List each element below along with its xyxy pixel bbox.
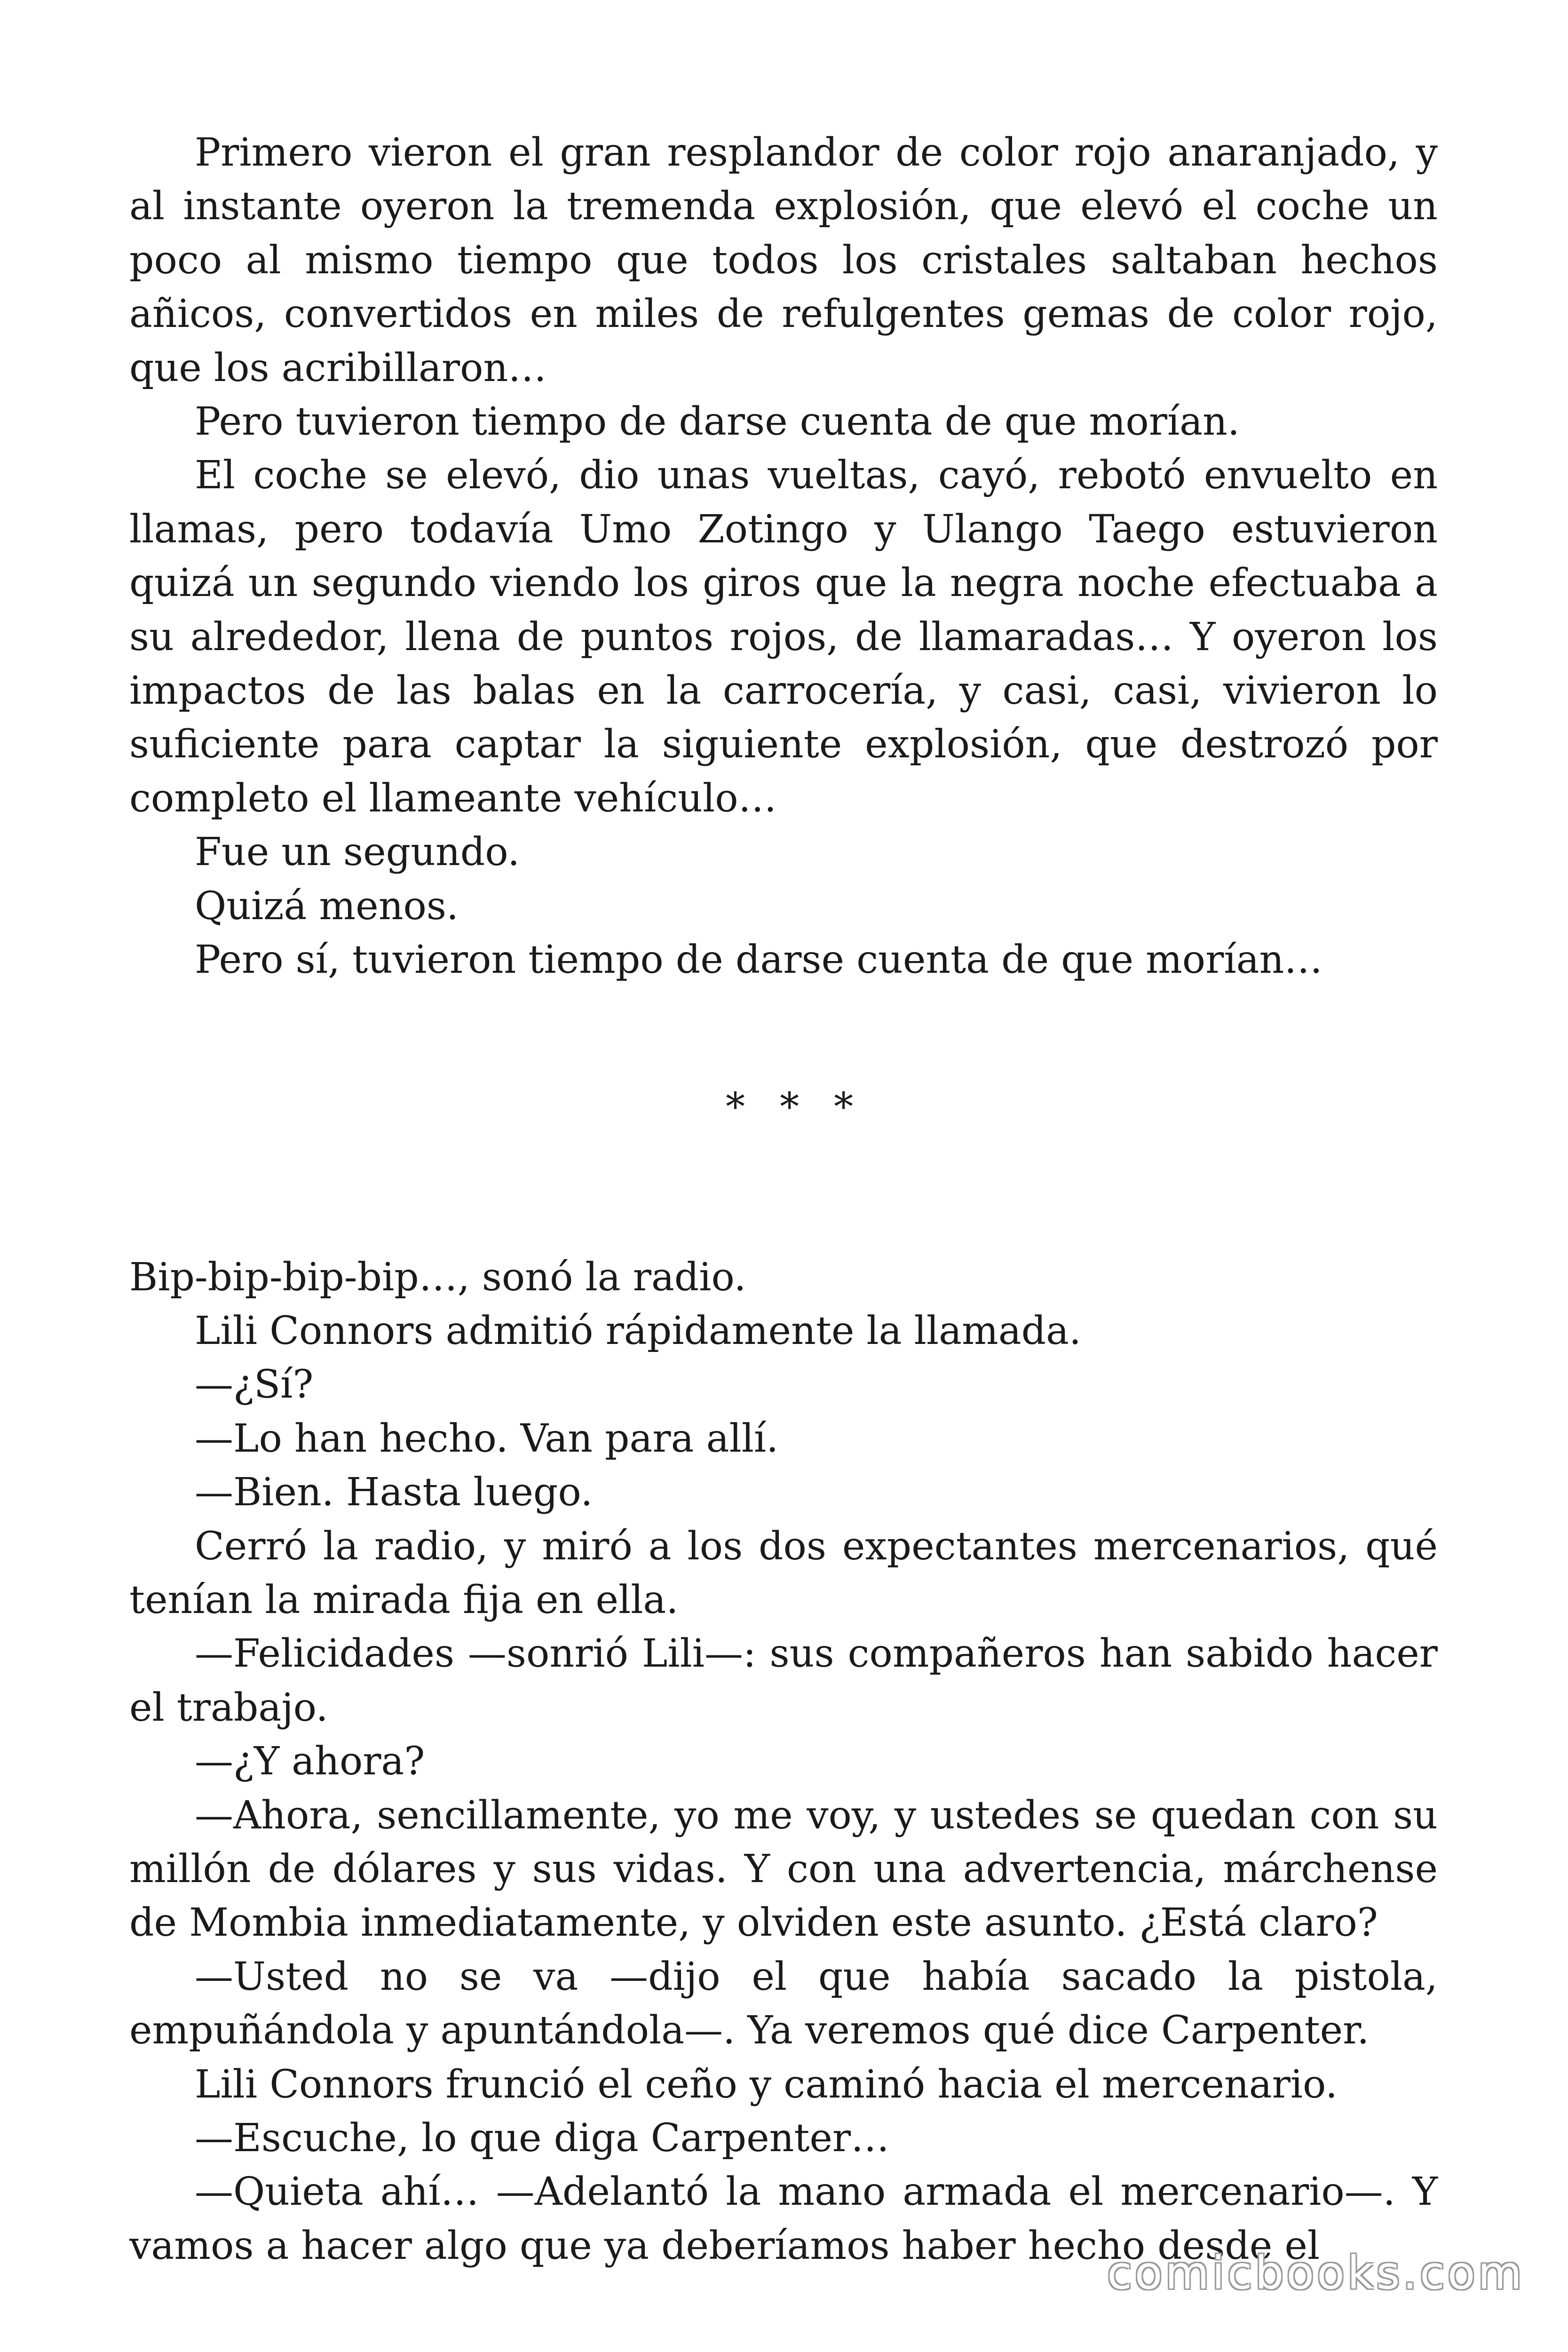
paragraph: Pero tuvieron tiempo de darse cuenta de que morían. — [195, 399, 1240, 445]
paragraph: Primero vieron el gran resplandor de color rojo anaranjado, y al instante oyeron la tremenda explosión, que elevó el coche un poco al mismo tiempo que todos los cristales saltaban hechos añicos, convertidos en miles de refulgentes gemas de color rojo, que los acribillaron… — [129, 130, 1438, 390]
paragraph: El coche se elevó, dio unas vueltas, cayó, rebotó envuelto en llamas, pero todavía Umo Zotingo y Ulango Taego estuvieron quizá un segundo viendo los giros que la negra noche efectuaba a su alrededor, llena de puntos rojos, de llamaradas… Y oyeron los impactos de las balas en la carrocería, y casi, casi, vivieron lo suficiente para captar la siguiente explosión, que destrozó por completo el llameante vehículo… — [129, 453, 1438, 821]
paragraph: Quizá menos. — [195, 883, 459, 929]
dialogue-line: —Quieta ahí… —Adelantó la mano armada el mercenario—. Y vamos a hacer algo que ya deberíamos haber hecho desde el — [129, 2169, 1438, 2268]
paragraph: Pero sí, tuvieron tiempo de darse cuenta de que morían… — [195, 938, 1323, 983]
dialogue-line: —Usted no se va —dijo el que había sacado la pistola, empuñándola y apuntándola—. Ya veremos qué dice Carpenter. — [129, 1954, 1438, 2053]
section-break — [129, 987, 1438, 1251]
page-body — [129, 126, 1438, 2273]
watermark: comicbooks.com — [1107, 2247, 1525, 2299]
paragraph: Fue un segundo. — [195, 830, 520, 875]
paragraph: Lili Connors frunció el ceño y caminó hacia el mercenario. — [195, 2062, 1338, 2107]
dialogue-line: —Ahora, sencillamente, yo me voy, y ustedes se quedan con su millón de dólares y sus vidas. Y con una advertencia, márchense de Mombia inmediatamente, y olviden este asunto. ¿Está claro? — [129, 1793, 1438, 1946]
paragraph: Cerró la radio, y miró a los dos expectantes mercenarios, qué tenían la mirada fija en ella. — [129, 1524, 1438, 1622]
dialogue-line: —Escuche, lo que diga Carpenter… — [195, 2116, 890, 2161]
dialogue-line: —Bien. Hasta luego. — [195, 1470, 593, 1515]
section-break-asterisks: * * * — [726, 1084, 865, 1129]
paragraph: Lili Connors admitió rápidamente la llamada. — [195, 1308, 1082, 1353]
paragraph: Bip-bip-bip-bip…, sonó la radio. — [129, 1255, 746, 1300]
dialogue-line: —¿Sí? — [195, 1362, 314, 1407]
dialogue-line: —Felicidades —sonrió Lili—: sus compañeros han sabido hacer el trabajo. — [129, 1631, 1438, 1730]
dialogue-line: —Lo han hecho. Van para allí. — [195, 1416, 779, 1461]
dialogue-line: —¿Y ahora? — [195, 1739, 425, 1784]
